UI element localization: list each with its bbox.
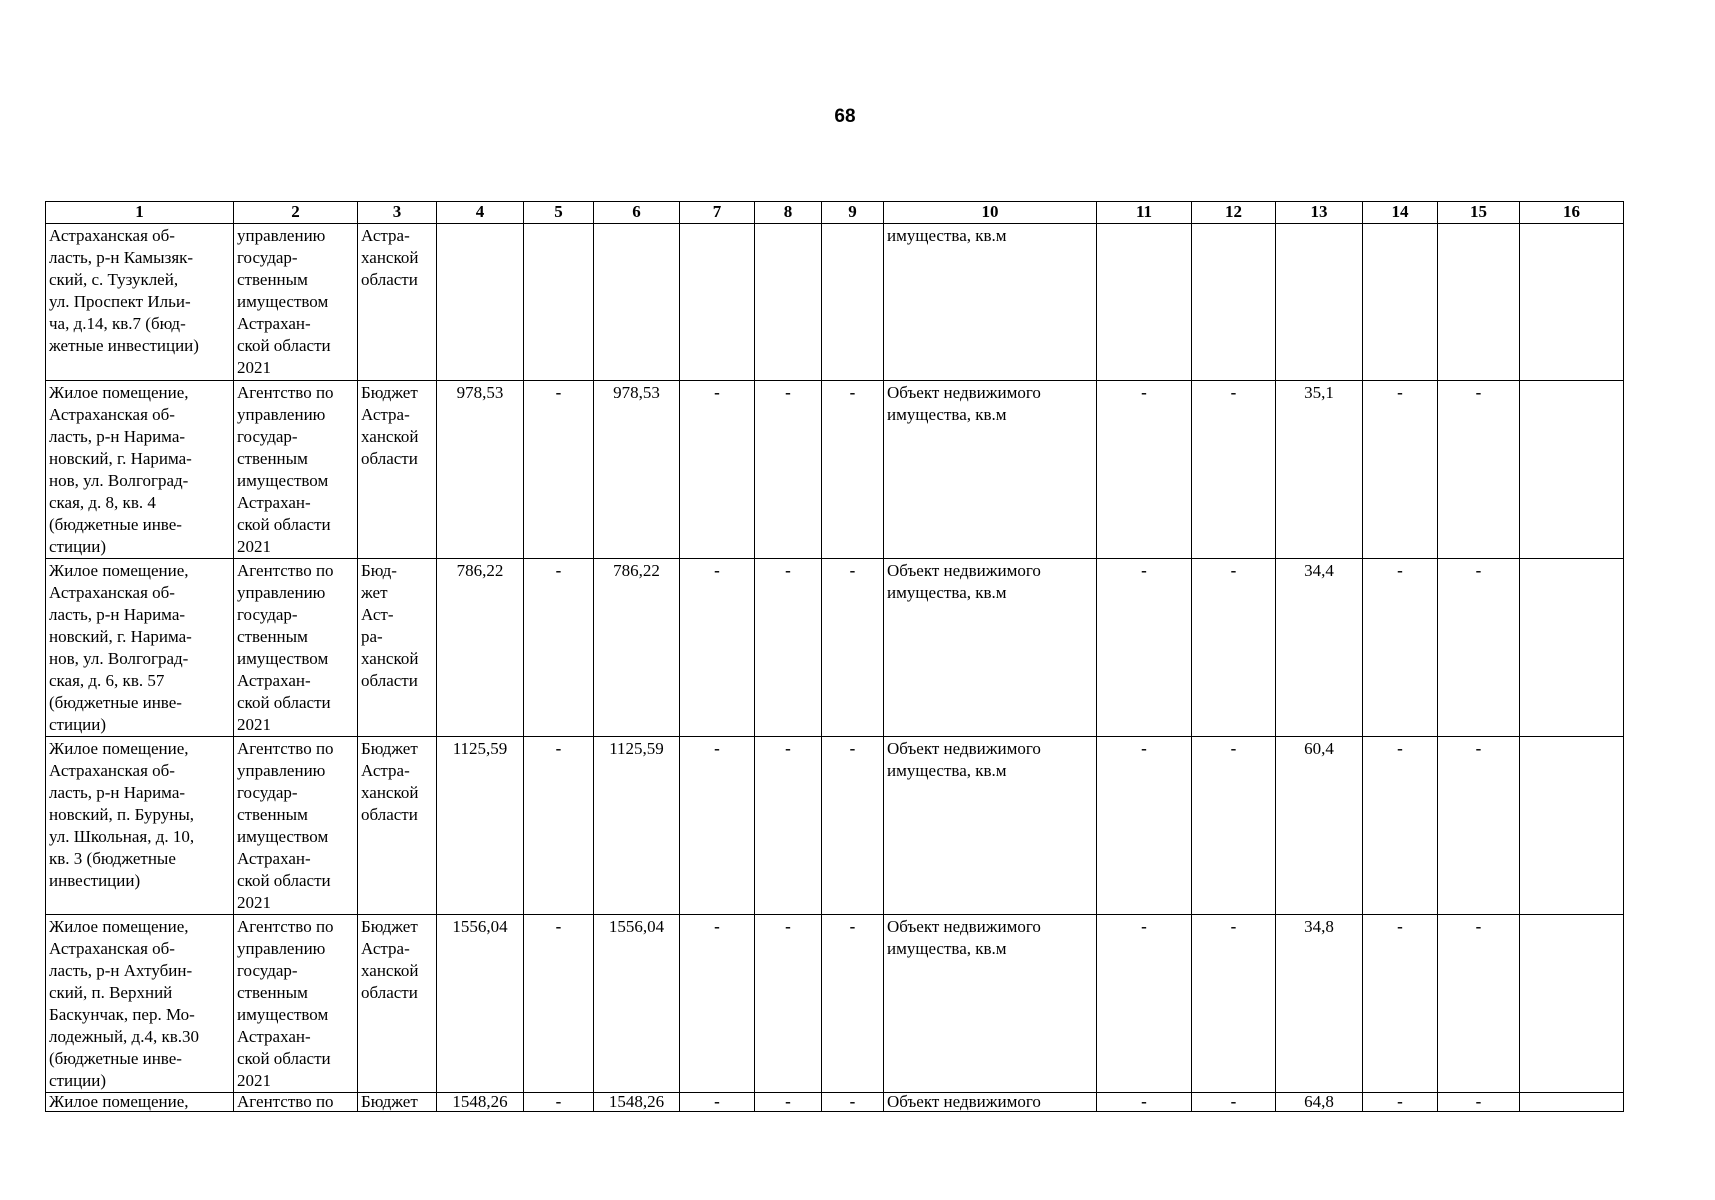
cell-col-5: - [524, 915, 594, 1093]
unit-cell: имущества, кв.м [884, 224, 1097, 381]
cell-col-14: - [1363, 559, 1438, 737]
cell-col-11: - [1097, 915, 1192, 1093]
unit-cell: Объект недвижимого имущества, кв.м [884, 915, 1097, 1093]
cell-col-4: 1125,59 [437, 737, 524, 915]
column-header-4: 4 [437, 202, 524, 224]
column-number-row [46, 202, 1624, 224]
cell-col-7: - [680, 559, 755, 737]
cell-col-12: - [1192, 915, 1276, 1093]
cell-col-7: - [680, 737, 755, 915]
column-header-1: 1 [46, 202, 234, 224]
cell-col-14 [1363, 224, 1438, 381]
cell-col-11: - [1097, 1093, 1192, 1112]
cell-col-8: - [755, 559, 822, 737]
cell-col-8: - [755, 915, 822, 1093]
cell-col-11: - [1097, 737, 1192, 915]
cell-col-12 [1192, 224, 1276, 381]
cell-col-9: - [822, 559, 884, 737]
agency-cell: Агентство по [234, 1093, 358, 1112]
budget-cell: Астра- ханской области [358, 224, 437, 381]
table-row [46, 915, 1624, 1093]
cell-col-16 [1520, 381, 1624, 559]
cell-col-12: - [1192, 559, 1276, 737]
column-header-13: 13 [1276, 202, 1363, 224]
cell-col-5: - [524, 737, 594, 915]
cell-col-7: - [680, 381, 755, 559]
cell-col-16 [1520, 224, 1624, 381]
budget-cell: Бюджет Астра- ханской области [358, 737, 437, 915]
cell-col-14: - [1363, 915, 1438, 1093]
cell-col-6: 978,53 [594, 381, 680, 559]
column-header-2: 2 [234, 202, 358, 224]
cell-col-4: 1548,26 [437, 1093, 524, 1112]
address-cell: Жилое помещение, Астраханская об- ласть, р-н Нарима- новский, п. Буруны, ул. Школьная, д. 10, кв. 3 (бюджетные инвестиции) [46, 737, 234, 915]
cell-col-13 [1276, 224, 1363, 381]
cell-col-11: - [1097, 381, 1192, 559]
cell-col-12: - [1192, 1093, 1276, 1112]
cell-col-8: - [755, 381, 822, 559]
cell-col-15: - [1438, 915, 1520, 1093]
budget-cell: Бюд- жет Аст- ра- ханской области [358, 559, 437, 737]
column-header-6: 6 [594, 202, 680, 224]
cell-col-6 [594, 224, 680, 381]
cell-col-5: - [524, 559, 594, 737]
address-cell: Жилое помещение, Астраханская об- ласть, р-н Ахтубин- ский, п. Верхний Баскунчак, пер. Мо- лодежный, д.4, кв.30 (бюджетные инве- стиции) [46, 915, 234, 1093]
budget-cell: Бюджет [358, 1093, 437, 1112]
cell-col-9: - [822, 1093, 884, 1112]
cell-col-4: 786,22 [437, 559, 524, 737]
cell-col-11: - [1097, 559, 1192, 737]
cell-col-9: - [822, 737, 884, 915]
column-header-7: 7 [680, 202, 755, 224]
address-cell: Жилое помещение, Астраханская об- ласть, р-н Нарима- новский, г. Нарима- нов, ул. Волгоград- ская, д. 8, кв. 4 (бюджетные инве- стиции) [46, 381, 234, 559]
address-cell: Астраханская об- ласть, р-н Камызяк- ский, с. Тузуклей, ул. Проспект Ильи- ча, д.14, кв.7 (бюд- жетные инвестиции) [46, 224, 234, 381]
cell-col-12: - [1192, 737, 1276, 915]
cell-col-14: - [1363, 381, 1438, 559]
table-row [46, 737, 1624, 915]
unit-cell: Объект недвижимого [884, 1093, 1097, 1112]
column-header-14: 14 [1363, 202, 1438, 224]
cell-col-8 [755, 224, 822, 381]
cell-col-12: - [1192, 381, 1276, 559]
cell-col-15: - [1438, 1093, 1520, 1112]
cell-col-9: - [822, 381, 884, 559]
cell-col-6: 1548,26 [594, 1093, 680, 1112]
cell-col-6: 1556,04 [594, 915, 680, 1093]
cell-col-5 [524, 224, 594, 381]
column-header-10: 10 [884, 202, 1097, 224]
budget-cell: Бюджет Астра- ханской области [358, 915, 437, 1093]
address-cell: Жилое помещение, [46, 1093, 234, 1112]
cell-col-13: 64,8 [1276, 1093, 1363, 1112]
cell-col-16 [1520, 737, 1624, 915]
cell-col-16 [1520, 559, 1624, 737]
cell-col-11 [1097, 224, 1192, 381]
cell-col-7 [680, 224, 755, 381]
cell-col-15: - [1438, 381, 1520, 559]
agency-cell: Агентство по управлению государ- ственным имуществом Астрахан- ской области 2021 [234, 737, 358, 915]
cell-col-16 [1520, 1093, 1624, 1112]
cell-col-9: - [822, 915, 884, 1093]
cell-col-13: 34,8 [1276, 915, 1363, 1093]
cell-col-6: 786,22 [594, 559, 680, 737]
cell-col-14: - [1363, 1093, 1438, 1112]
agency-cell: Агентство по управлению государ- ственным имуществом Астрахан- ской области 2021 [234, 915, 358, 1093]
cell-col-5: - [524, 381, 594, 559]
cell-col-9 [822, 224, 884, 381]
budget-cell: Бюджет Астра- ханской области [358, 381, 437, 559]
cell-col-15: - [1438, 559, 1520, 737]
cell-col-7: - [680, 1093, 755, 1112]
column-header-16: 16 [1520, 202, 1624, 224]
unit-cell: Объект недвижимого имущества, кв.м [884, 381, 1097, 559]
cell-col-4: 978,53 [437, 381, 524, 559]
cell-col-8: - [755, 1093, 822, 1112]
cell-col-4 [437, 224, 524, 381]
column-header-15: 15 [1438, 202, 1520, 224]
cell-col-5: - [524, 1093, 594, 1112]
cell-col-15 [1438, 224, 1520, 381]
column-header-8: 8 [755, 202, 822, 224]
address-cell: Жилое помещение, Астраханская об- ласть, р-н Нарима- новский, г. Нарима- нов, ул. Волгоград- ская, д. 6, кв. 57 (бюджетные инве- стиции) [46, 559, 234, 737]
cell-col-6: 1125,59 [594, 737, 680, 915]
cell-col-16 [1520, 915, 1624, 1093]
cell-col-7: - [680, 915, 755, 1093]
table-row [46, 381, 1624, 559]
page-number: 68 [834, 106, 856, 127]
cell-col-14: - [1363, 737, 1438, 915]
agency-cell: Агентство по управлению государ- ственным имуществом Астрахан- ской области 2021 [234, 381, 358, 559]
agency-cell: управлению государ- ственным имуществом Астрахан- ской области 2021 [234, 224, 358, 381]
column-header-3: 3 [358, 202, 437, 224]
agency-cell: Агентство по управлению государ- ственным имуществом Астрахан- ской области 2021 [234, 559, 358, 737]
column-header-12: 12 [1192, 202, 1276, 224]
unit-cell: Объект недвижимого имущества, кв.м [884, 737, 1097, 915]
column-header-9: 9 [822, 202, 884, 224]
column-header-5: 5 [524, 202, 594, 224]
table-row [46, 1093, 1624, 1112]
property-register-table [45, 201, 1624, 1112]
cell-col-8: - [755, 737, 822, 915]
cell-col-13: 60,4 [1276, 737, 1363, 915]
cell-col-13: 34,4 [1276, 559, 1363, 737]
cell-col-4: 1556,04 [437, 915, 524, 1093]
table-row [46, 559, 1624, 737]
column-header-11: 11 [1097, 202, 1192, 224]
unit-cell: Объект недвижимого имущества, кв.м [884, 559, 1097, 737]
cell-col-13: 35,1 [1276, 381, 1363, 559]
table-row [46, 224, 1624, 381]
cell-col-15: - [1438, 737, 1520, 915]
